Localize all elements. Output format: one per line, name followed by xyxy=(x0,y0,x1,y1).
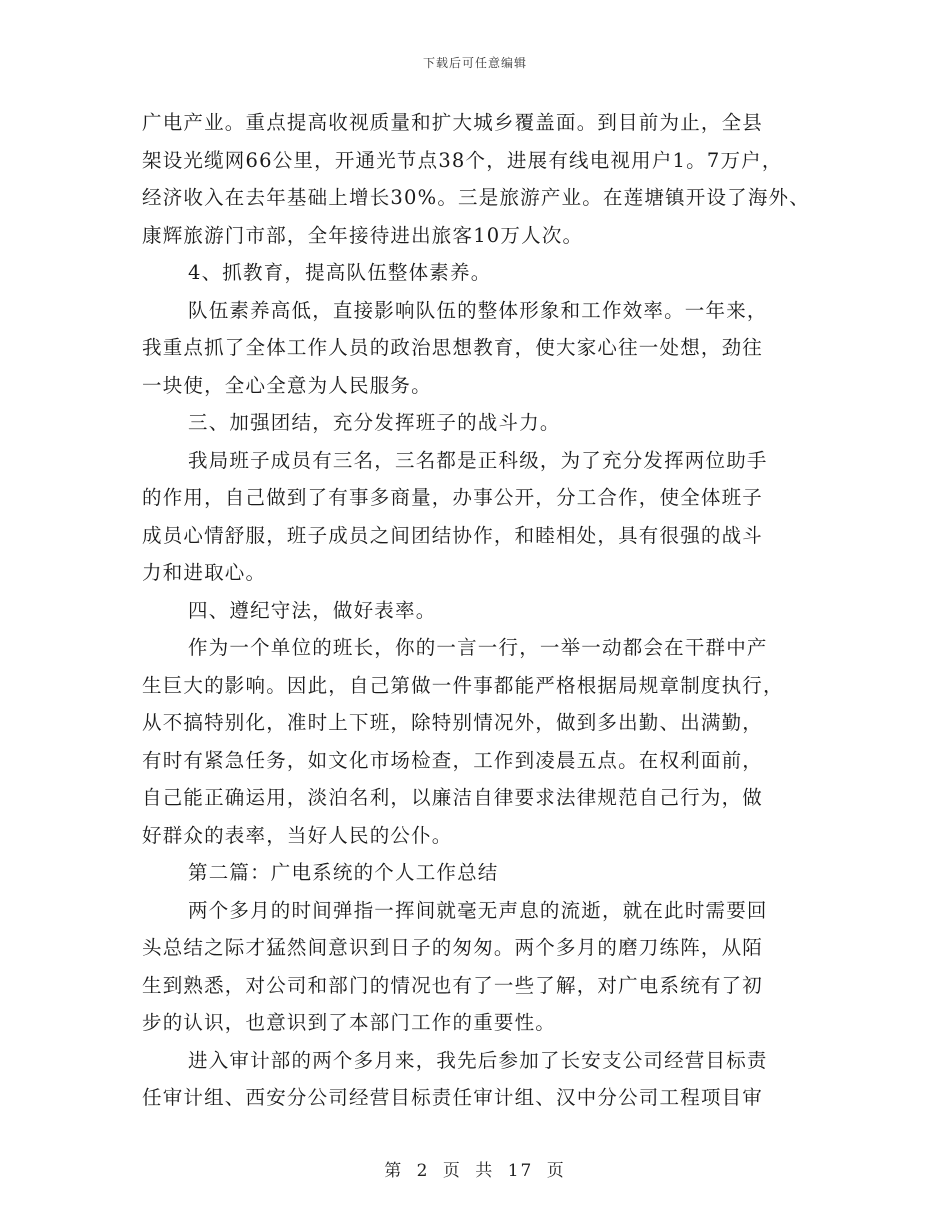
text-line: 力和进取心。 xyxy=(142,561,267,584)
text-line: 好群众的表率，当好人民的公仆。 xyxy=(142,823,453,847)
text-line: 生巨大的影响。因此，自己第做一件事都能严格根据局规章制度执行， xyxy=(142,673,784,697)
text-line: 从不搞特别化，准时上下班，除特别情况外，做到多出勤、出满勤， xyxy=(142,711,764,734)
text-line: 四、遵纪守法，做好表率。 xyxy=(188,598,437,622)
text-line: 自己能正确运用，淡泊名利，以廉洁自律要求法律规范自己行为，做 xyxy=(142,786,764,809)
text-line: 我重点抓了全体工作人员的政治思想教育，使大家心往一处想，劲往 xyxy=(142,336,764,359)
text-line: 4、抓教育，提高队伍整体素养。 xyxy=(188,261,492,284)
text-line: 成员心情舒服，班子成员之间团结协作，和睦相处，具有很强的战斗 xyxy=(142,523,764,547)
text-line: 任审计组、西安分公司经营目标责任审计组、汉中分公司工程项目审 xyxy=(142,1086,764,1109)
text-line: 我局班子成员有三名，三名都是正科级，为了充分发挥两位助手 xyxy=(188,448,768,472)
text-line: 经济收入在去年基础上增长30%。三是旅游产业。在莲塘镇开设了海外、 xyxy=(142,186,810,209)
text-line: 有时有紧急任务，如文化市场检查，工作到凌晨五点。在权利面前， xyxy=(142,748,764,772)
text-line: 步的认识，也意识到了本部门工作的重要性。 xyxy=(142,1011,557,1034)
text-line: 康辉旅游门市部，全年接待进出旅客10万人次。 xyxy=(142,223,584,247)
text-line: 架设光缆网66公里，开通光节点38个，进展有线电视用户1。7万户， xyxy=(142,148,783,172)
page-number-footer: 第 2 页 共 17 页 xyxy=(384,1161,566,1181)
text-line: 队伍素养高低，直接影响队伍的整体形象和工作效率。一年来， xyxy=(188,298,768,322)
text-line: 进入审计部的两个多月来，我先后参加了长安支公司经营目标责 xyxy=(188,1048,768,1072)
text-line: 第二篇：广电系统的个人工作总结 xyxy=(188,861,499,884)
text-line: 一块使，全心全意为人民服务。 xyxy=(142,373,432,397)
page-header-note: 下载后可任意编辑 xyxy=(422,56,527,70)
text-line: 头总结之际才猛然间意识到日子的匆匆。两个多月的磨刀练阵，从陌 xyxy=(142,936,764,959)
document-body xyxy=(142,104,822,1117)
text-line: 两个多月的时间弹指一挥间就毫无声息的流逝，就在此时需要回 xyxy=(188,898,768,922)
text-line: 广电产业。重点提高收视质量和扩大城乡覆盖面。到目前为止，全县 xyxy=(142,111,764,134)
text-line: 的作用，自己做到了有事多商量，办事公开，分工合作，使全体班子 xyxy=(142,486,764,509)
text-line: 作为一个单位的班长，你的一言一行，一举一动都会在干群中产 xyxy=(188,636,768,659)
text-line: 三、加强团结，充分发挥班子的战斗力。 xyxy=(188,411,561,434)
text-line: 生到熟悉，对公司和部门的情况也有了一些了解，对广电系统有了初 xyxy=(142,973,764,997)
